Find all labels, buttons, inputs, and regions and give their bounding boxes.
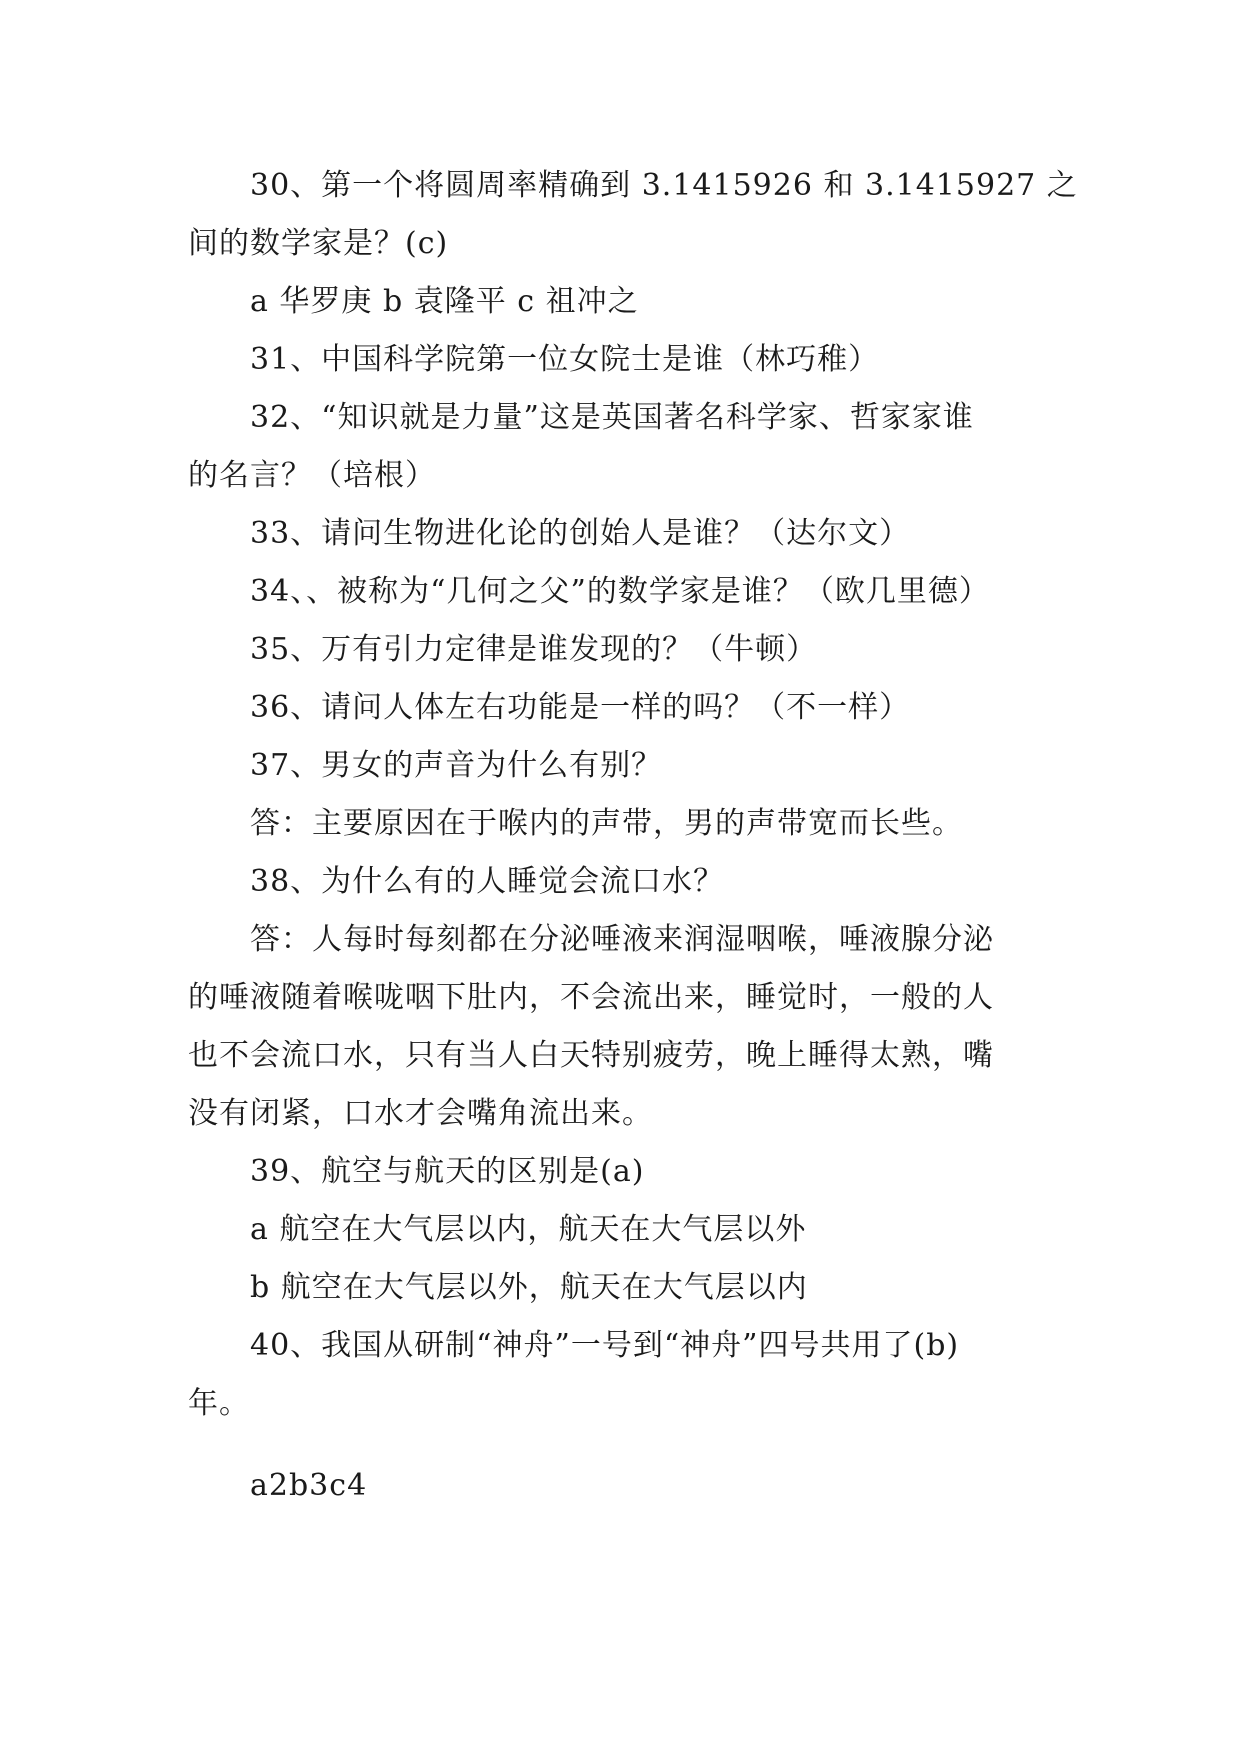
q40-options: a2b3c4 <box>250 1468 368 1503</box>
q38-question: 38、为什么有的人睡觉会流口水？ <box>250 864 725 899</box>
q40-line-1: 40、我国从研制“神舟”一号到“神舟”四号共用了(b) <box>250 1328 960 1363</box>
q33-line: 33、请问生物进化论的创始人是谁？（达尔文） <box>250 516 911 551</box>
q39-option-b: b 航空在大气层以外，航天在大气层以内 <box>250 1270 808 1305</box>
q35-line: 35、万有引力定律是谁发现的？（牛顿） <box>250 632 818 667</box>
q37-answer: 答：主要原因在于喉内的声带，男的声带宽而长些。 <box>250 806 963 841</box>
q39-option-a: a 航空在大气层以内，航天在大气层以外 <box>250 1212 807 1247</box>
document-body <box>188 157 1078 1515</box>
q30-line-2: 间的数学家是？(c) <box>188 226 449 261</box>
q34-line: 34、、被称为“几何之父”的数学家是谁？（欧几里德） <box>250 574 990 609</box>
q31-line: 31、中国科学院第一位女院士是谁（林巧稚） <box>250 342 880 377</box>
q32-line-1: 32、“知识就是力量”这是英国著名科学家、哲家家谁 <box>250 400 974 435</box>
q36-line: 36、请问人体左右功能是一样的吗？（不一样） <box>250 690 911 725</box>
q39-question: 39、航空与航天的区别是(a) <box>250 1154 645 1189</box>
q38-answer-line-1: 答：人每时每刻都在分泌唾液来润湿咽喉，唾液腺分泌 <box>250 922 994 957</box>
q40-line-2: 年。 <box>188 1386 250 1421</box>
q38-answer-line-4: 没有闭紧，口水才会嘴角流出来。 <box>188 1096 653 1131</box>
q30-options: a 华罗庚 b 袁隆平 c 祖冲之 <box>250 284 639 319</box>
q30-line-1: 30、第一个将圆周率精确到 3.1415926 和 3.1415927 之 <box>250 168 1078 203</box>
q38-answer-line-3: 也不会流口水，只有当人白天特别疲劳，晚上睡得太熟，嘴 <box>188 1038 994 1073</box>
q38-answer-line-2: 的唾液随着喉咙咽下肚内，不会流出来，睡觉时，一般的人 <box>188 980 994 1015</box>
q37-question: 37、男女的声音为什么有别？ <box>250 748 663 783</box>
q32-line-2: 的名言？（培根） <box>188 458 436 493</box>
